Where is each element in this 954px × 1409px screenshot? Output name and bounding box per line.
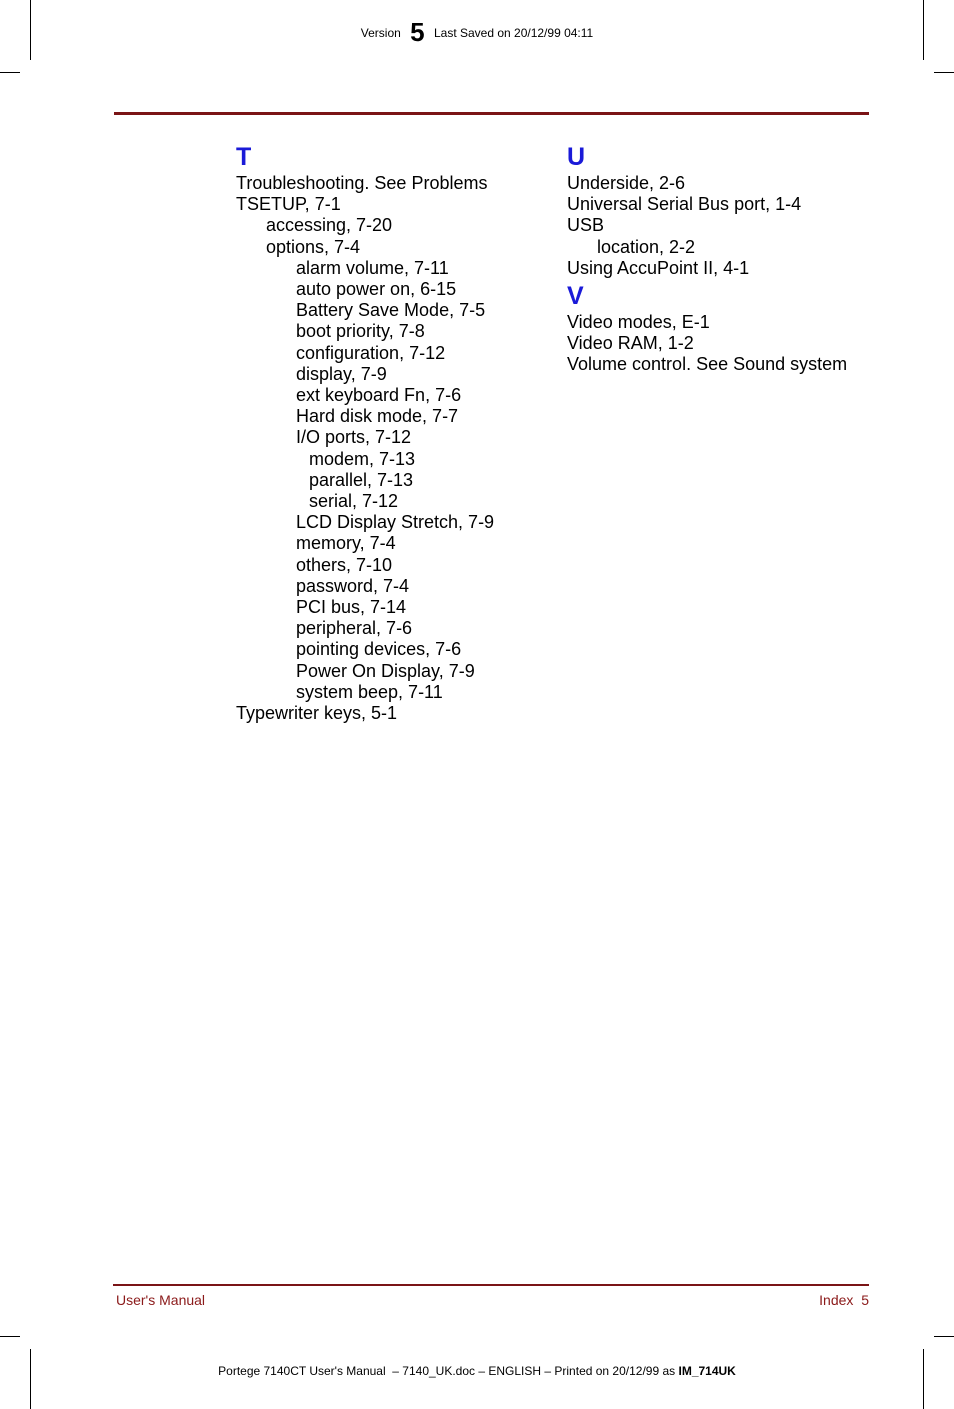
print-code: IM_714UK [678, 1364, 736, 1378]
index-entry: peripheral, 7-6 [296, 618, 413, 639]
index-entry: Battery Save Mode, 7-5 [296, 300, 486, 321]
index-entry: location, 2-2 [597, 236, 696, 257]
index-entry: serial, 7-12 [309, 491, 399, 512]
index-entry: password, 7-4 [296, 575, 410, 596]
index-entry: parallel, 7-13 [309, 469, 414, 490]
index-entry: pointing devices, 7-6 [296, 639, 462, 660]
index-entry: Universal Serial Bus port, 1-4 [567, 194, 802, 215]
index-entry: TSETUP, 7-1 [236, 194, 341, 215]
index-entry: Hard disk mode, 7-7 [296, 406, 459, 427]
version-label: Version [360, 26, 401, 40]
print-info-line [0, 1362, 954, 1380]
index-entry: modem, 7-13 [309, 448, 416, 469]
index-entry: others, 7-10 [296, 554, 393, 575]
index-column-right [567, 140, 887, 376]
crop-mark [934, 72, 954, 73]
index-entry: Using AccuPoint II, 4-1 [567, 257, 750, 278]
crop-mark [0, 1336, 20, 1337]
index-letter-heading: T [236, 143, 252, 171]
index-entry: boot priority, 7-8 [296, 321, 425, 342]
index-entry: LCD Display Stretch, 7-9 [296, 512, 495, 533]
index-entry: Troubleshooting. See Problems [236, 173, 488, 193]
index-entry: accessing, 7-20 [266, 215, 393, 236]
version-header [0, 18, 954, 47]
index-entry: system beep, 7-11 [296, 681, 443, 702]
index-entry: options, 7-4 [266, 236, 361, 257]
index-entry: USB [567, 215, 605, 236]
index-entry: PCI bus, 7-14 [296, 597, 407, 618]
index-letter-heading: U [567, 143, 586, 171]
index-entry: display, 7-9 [296, 363, 387, 384]
index-entry: Underside, 2-6 [567, 173, 686, 193]
top-rule [114, 112, 869, 115]
crop-mark [934, 1336, 954, 1337]
index-entry: alarm volume, 7-11 [296, 257, 449, 278]
bottom-rule [113, 1284, 869, 1286]
index-letter-heading: V [567, 282, 584, 311]
index-entry: memory, 7-4 [296, 533, 396, 554]
index-entry: Volume control. See Sound system [567, 354, 848, 375]
index-entry: Typewriter keys, 5-1 [236, 703, 398, 724]
print-info-text: Portege 7140CT User's Manual – 7140_UK.doc – ENGLISH – Printed on 20/12/99 as [218, 1364, 679, 1378]
index-entry: ext keyboard Fn, 7-6 [296, 385, 462, 406]
index-entry: Power On Display, 7-9 [296, 660, 475, 681]
index-entry: configuration, 7-12 [296, 342, 446, 363]
index-entry: I/O ports, 7-12 [296, 427, 412, 448]
version-number: 5 [410, 17, 425, 47]
crop-mark [0, 72, 20, 73]
index-column-left [236, 140, 536, 724]
index-entry: auto power on, 6-15 [296, 279, 457, 300]
index-entry: Video RAM, 1-2 [567, 333, 694, 354]
index-entry: Video modes, E-1 [567, 312, 710, 333]
last-saved-text: Last Saved on 20/12/99 04:11 [433, 26, 594, 40]
footer-manual-name: User's Manual [116, 1292, 206, 1308]
footer-page-label: Index 5 [819, 1292, 869, 1308]
